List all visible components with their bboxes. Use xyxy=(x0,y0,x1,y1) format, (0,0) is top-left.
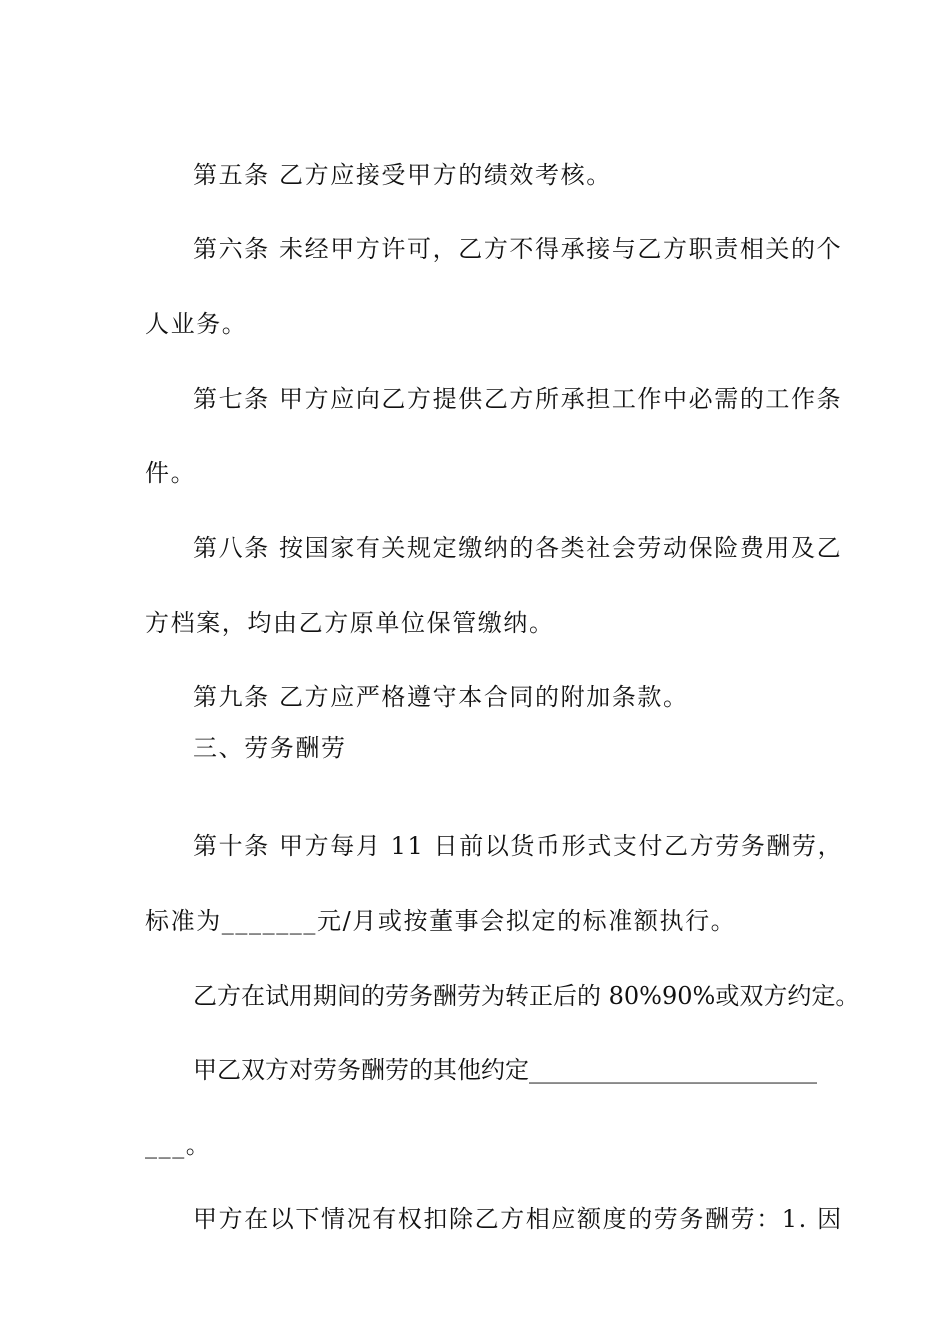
article-6-line-1: 第六条 未经甲方许可，乙方不得承接与乙方职责相关的个 xyxy=(193,235,843,263)
article-7-line-1: 第七条 甲方应向乙方提供乙方所承担工作中必需的工作条 xyxy=(193,385,843,413)
article-10-line-1: 第十条 甲方每月 11 日前以货币形式支付乙方劳务酬劳， xyxy=(193,832,844,860)
section-heading: 三、劳务酬劳 xyxy=(193,734,347,762)
deduction-line: 甲方在以下情况有权扣除乙方相应额度的劳务酬劳：1. 因 xyxy=(193,1205,843,1233)
article-5-line: 第五条 乙方应接受甲方的绩效考核。 xyxy=(193,161,612,189)
article-9-line: 第九条 乙方应严格遵守本合同的附加条款。 xyxy=(193,683,689,711)
article-6-line-2: 人业务。 xyxy=(145,310,248,338)
other-pay-agreement-line-1: 甲乙双方对劳务酬劳的其他约定________________________ xyxy=(193,1056,817,1084)
article-7-line-2: 件。 xyxy=(145,459,197,487)
other-pay-agreement-line-2: ___。 xyxy=(145,1131,212,1159)
article-10-line-2: 标准为_______元/月或按董事会拟定的标准额执行。 xyxy=(145,907,737,935)
probation-pay-line: 乙方在试用期间的劳务酬劳为转正后的 80%90%或双方约定。 xyxy=(193,982,860,1010)
article-8-line-1: 第八条 按国家有关规定缴纳的各类社会劳动保险费用及乙 xyxy=(193,534,843,562)
article-8-line-2: 方档案，均由乙方原单位保管缴纳。 xyxy=(145,609,555,637)
